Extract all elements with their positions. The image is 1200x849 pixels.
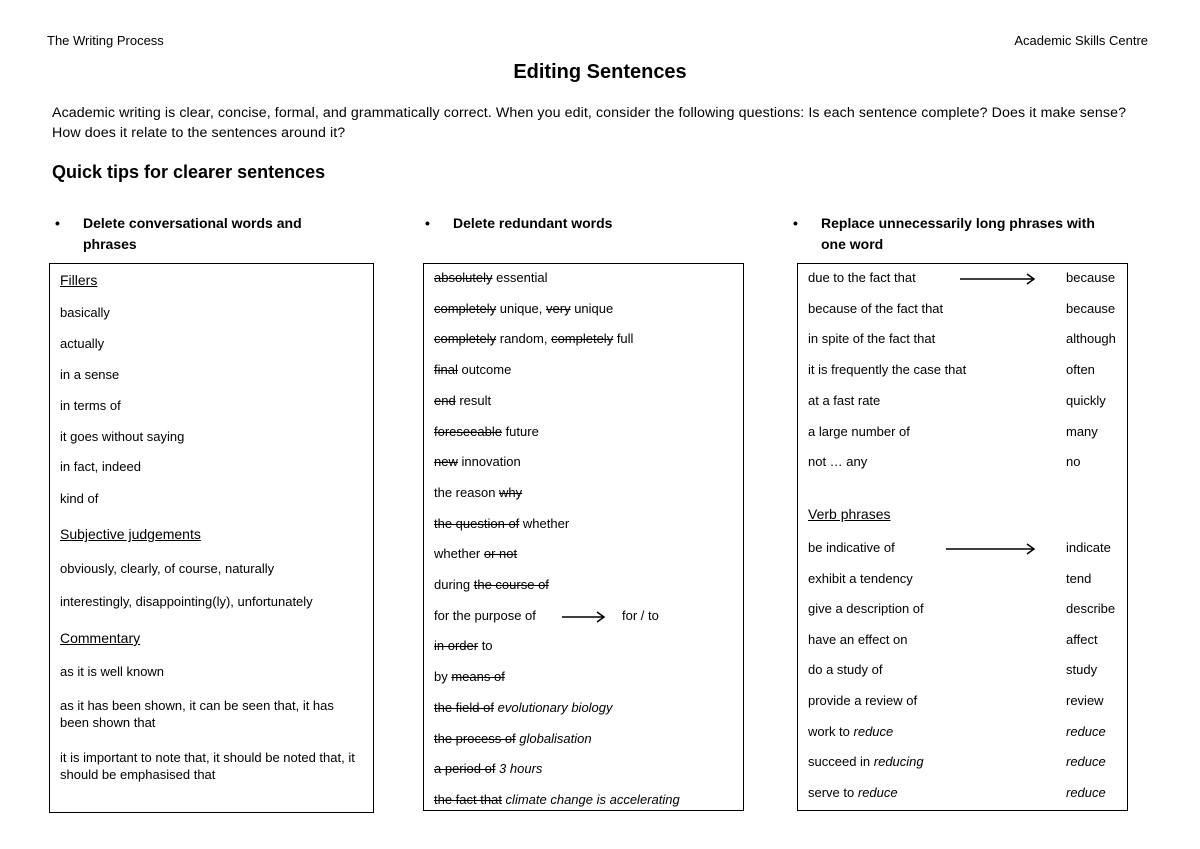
long-phrase-text: reduce [857, 784, 898, 800]
long-phrase [808, 301, 943, 316]
long-phrase-text: due to the fact that [808, 270, 916, 285]
col3-heading [793, 213, 1123, 255]
long-phrase [808, 632, 908, 647]
long-phrase-text: do a study of [808, 662, 883, 678]
kept-text: globalisation [515, 730, 592, 746]
long-phrase-text: exhibit a tendency [808, 570, 913, 586]
long-phrase-text: work to [808, 723, 854, 739]
one-word-replacement: review [1066, 693, 1104, 708]
deleted-text: the process of [434, 730, 516, 746]
list-item: in a sense [60, 367, 120, 382]
long-phrase-text: give a description of [808, 601, 924, 617]
list-item [434, 424, 539, 439]
bullet-icon: • [793, 215, 798, 231]
header-right: Academic Skills Centre [1014, 33, 1148, 48]
one-word-replacement: quickly [1066, 392, 1106, 408]
redundant-words-box [423, 263, 744, 811]
kept-text: unique [570, 300, 614, 316]
fillers-label: Fillers [60, 272, 98, 288]
deleted-text: completely [434, 300, 497, 316]
deleted-text: the course of [473, 577, 549, 592]
conversational-words-box [49, 263, 374, 813]
list-item [434, 700, 613, 715]
long-phrase-text: provide a review of [808, 693, 918, 708]
list-item [434, 393, 491, 408]
list-item [434, 761, 542, 776]
deleted-text: absolutely [434, 270, 493, 285]
list-item [434, 731, 592, 746]
commentary-label: Commentary [60, 630, 141, 646]
one-word-replacement: many [1066, 423, 1098, 439]
deleted-text: why [499, 484, 523, 500]
long-phrase [808, 454, 867, 469]
list-item [434, 454, 521, 469]
list-item [434, 362, 511, 377]
replacement-text: for / to [622, 607, 659, 623]
deleted-text: completely [551, 331, 614, 347]
long-phrase [808, 662, 882, 677]
long-phrase-text: a large number of [808, 423, 910, 439]
page-title: Editing Sentences [513, 61, 687, 83]
one-word-replacement: reduce [1066, 784, 1106, 800]
kept-text: innovation [457, 454, 521, 470]
list-item: basically [60, 305, 110, 320]
long-phrase [808, 754, 924, 769]
list-item: as it has been shown, it can be seen that, it has been shown that [60, 698, 334, 730]
kept-text: result [455, 392, 492, 408]
list-item [434, 608, 536, 623]
long-phrase-text: at a fast rate [808, 392, 881, 408]
bullet-icon: • [55, 215, 60, 231]
col2-heading [425, 213, 745, 234]
kept-text: by [434, 669, 452, 685]
deleted-text: foreseeable [434, 423, 502, 439]
long-phrase-text: not … any [808, 454, 868, 470]
arrow-right-icon [946, 543, 1036, 555]
one-word-replacement: tend [1066, 570, 1092, 586]
deleted-text: final [434, 362, 458, 378]
section-subtitle: Quick tips for clearer sentences [52, 162, 326, 182]
long-phrase-text: reducing [873, 754, 924, 770]
intro-paragraph: Academic writing is clear, concise, formal, and grammatically correct. When you edit, consider the following questions: Is each sentence complete? Does it make sense? How does it relate to the sentences around it? [52, 105, 1127, 141]
list-item [434, 331, 633, 346]
list-item: it is important to note that, it should be noted that, it should be emphasised that [60, 750, 355, 782]
kept-text: whether [434, 546, 484, 562]
arrow-right-icon [960, 273, 1036, 285]
deleted-text: or not [483, 546, 518, 562]
list-item [434, 792, 680, 807]
long-phrase-text: because of the fact that [808, 300, 944, 316]
deleted-text: very [546, 300, 571, 316]
kept-text: 3 hours [495, 761, 543, 777]
one-word-replacement: because [1066, 300, 1116, 316]
deleted-text: the field of [434, 699, 494, 715]
list-item: kind of [60, 491, 99, 506]
long-phrase [808, 571, 913, 586]
deleted-text: the question of [434, 515, 520, 531]
kept-text: for the purpose of [434, 607, 536, 623]
long-phrase [808, 601, 924, 616]
long-phrase [808, 693, 917, 708]
long-phrase-text: in spite of the fact that [808, 331, 936, 347]
long-phrase-text: have an effect on [808, 631, 908, 647]
long-phrase-text: reduce [853, 723, 894, 739]
list-item: it goes without saying [60, 429, 185, 444]
list-item [434, 516, 569, 531]
one-word-replacement: although [1066, 331, 1116, 347]
long-phrase [808, 393, 880, 408]
one-word-replacement: reduce [1066, 754, 1106, 770]
long-phrase [808, 331, 935, 346]
kept-text: the reason [434, 484, 500, 500]
list-item: as it is well known [60, 664, 165, 679]
list-item [434, 485, 522, 500]
long-phrase [808, 362, 966, 377]
long-phrase [808, 540, 895, 555]
subjective-label: Subjective judgements [60, 526, 201, 542]
long-phrase-text: succeed in [808, 754, 874, 770]
col1-heading-text: Delete conversational words and phrases [83, 215, 302, 252]
deleted-text: in order [434, 638, 479, 654]
col2-heading-text: Delete redundant words [453, 215, 613, 231]
deleted-text: new [434, 454, 458, 470]
deleted-text: the fact that [434, 791, 502, 807]
list-item [434, 546, 517, 561]
kept-text: full [613, 331, 634, 347]
kept-text: whether [519, 515, 570, 531]
col3-heading-text: Replace unnecessarily long phrases with one word [821, 215, 1095, 252]
list-item [434, 638, 493, 653]
deleted-text: end [434, 392, 456, 408]
kept-text: evolutionary biology [494, 699, 613, 715]
list-item [434, 301, 613, 316]
one-word-replacement: no [1066, 454, 1081, 470]
kept-text: during [434, 577, 474, 592]
list-item [434, 270, 547, 285]
list-item: in terms of [60, 398, 121, 413]
kept-text: outcome [457, 362, 512, 378]
header-left: The Writing Process [47, 33, 164, 48]
one-word-replacement: study [1066, 662, 1098, 678]
one-word-replacement: reduce [1066, 723, 1106, 739]
col1-heading [55, 213, 355, 255]
long-phrase-text: it is frequently the case that [808, 362, 967, 378]
long-phrase-text: be indicative of [808, 540, 895, 555]
one-word-replacement: describe [1066, 601, 1116, 617]
kept-text: to [478, 638, 493, 654]
deleted-text: completely [434, 331, 497, 347]
one-word-replacement: often [1066, 362, 1095, 378]
kept-text: unique, [496, 300, 547, 316]
long-phrase [808, 424, 910, 439]
long-phrase-text: serve to [808, 784, 858, 800]
long-phrase [808, 785, 898, 800]
one-word-replacement: affect [1066, 631, 1098, 647]
list-item: interestingly, disappointing(ly), unfortunately [60, 594, 313, 609]
long-phrases-box [797, 263, 1128, 811]
kept-text: future [501, 423, 539, 439]
long-phrase [808, 724, 893, 739]
list-item: in fact, indeed [60, 459, 141, 474]
list-item [434, 669, 505, 684]
kept-text: essential [492, 270, 548, 285]
kept-text: random, [496, 331, 552, 347]
bullet-icon: • [425, 215, 430, 231]
one-word-replacement: because [1066, 270, 1116, 285]
deleted-text: means of [451, 669, 505, 685]
arrow-right-icon [562, 611, 606, 623]
long-phrase [808, 270, 916, 285]
kept-text: climate change is accelerating [501, 791, 680, 807]
deleted-text: a period of [434, 761, 496, 777]
one-word-replacement: indicate [1066, 540, 1111, 555]
verb-phrases-label: Verb phrases [808, 506, 891, 522]
list-item: obviously, clearly, of course, naturally [60, 561, 275, 576]
list-item [434, 577, 549, 592]
list-item: actually [60, 336, 105, 351]
